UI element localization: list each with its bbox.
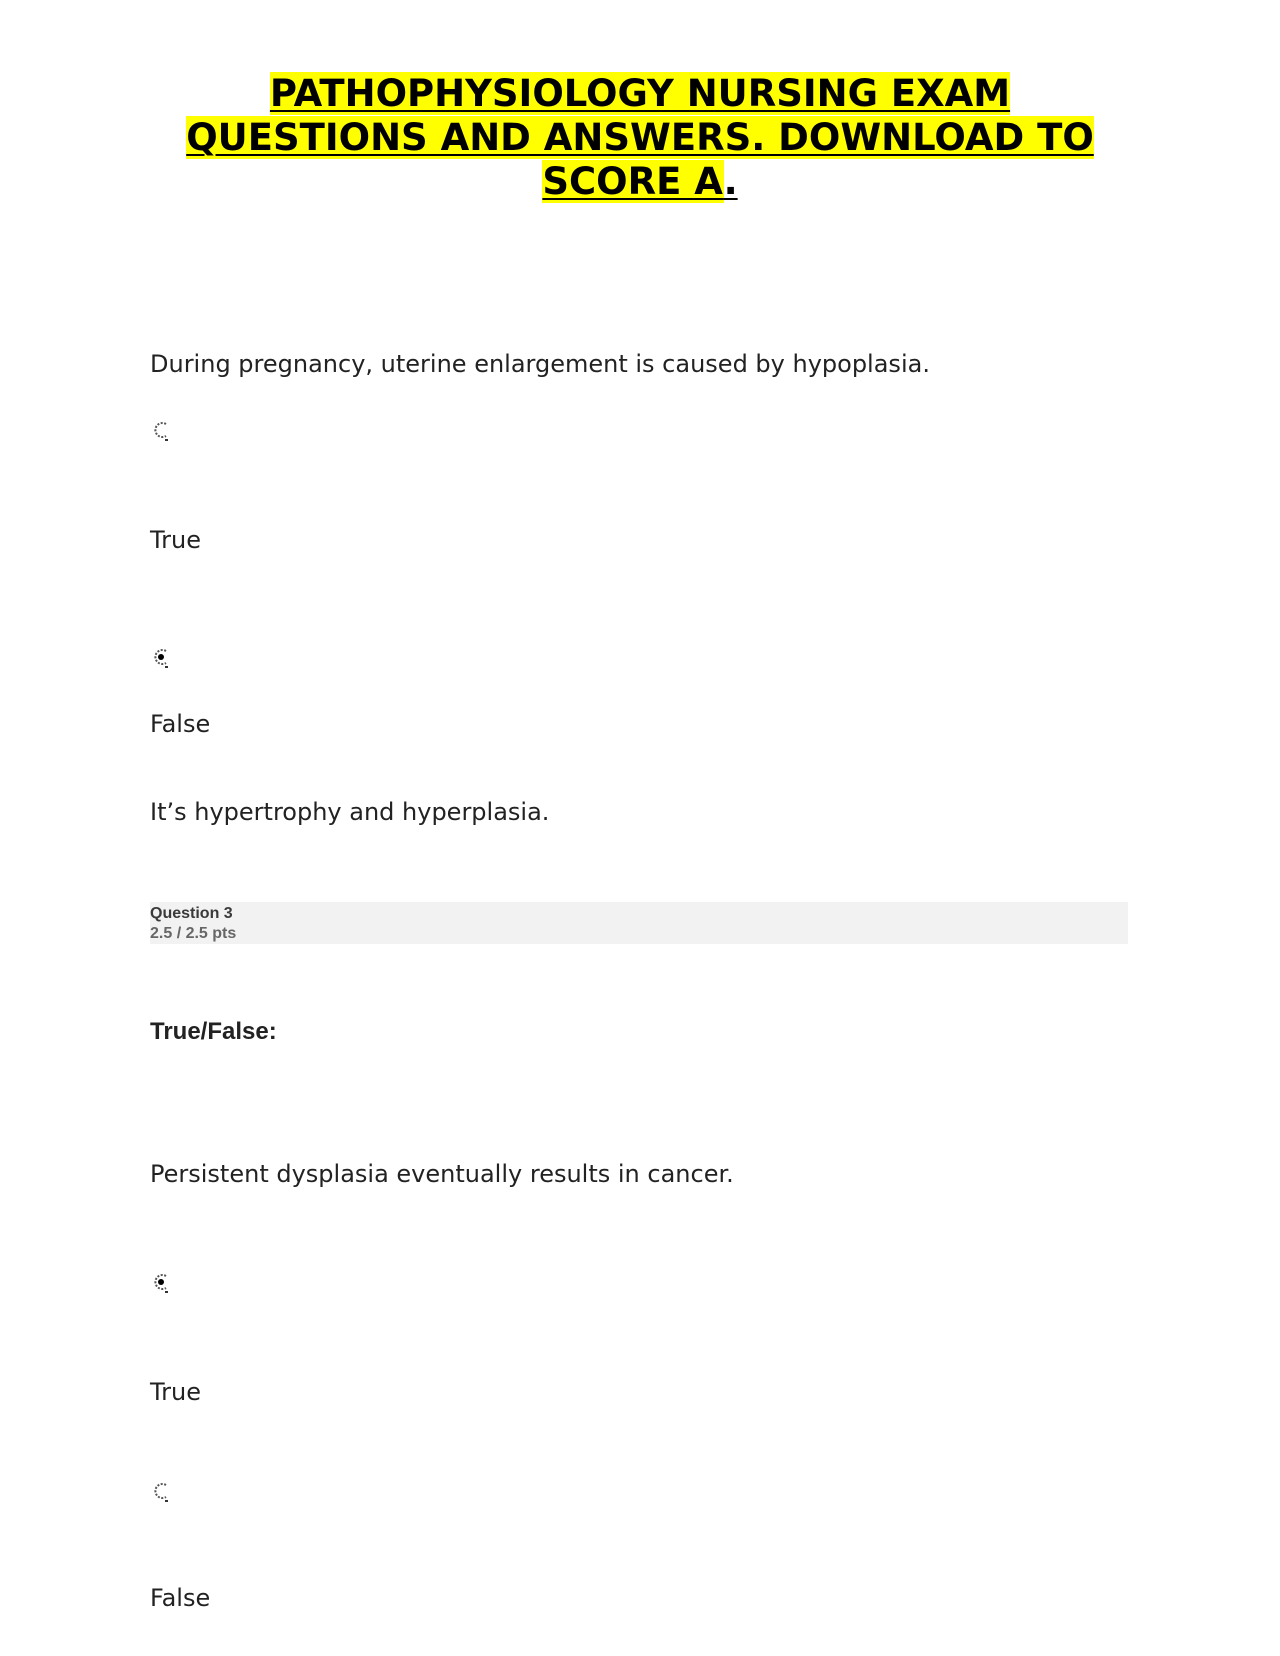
document-title (150, 72, 1130, 204)
question-points: 2.5 / 2.5 pts (150, 925, 237, 942)
question-type-label: True/False: (150, 1018, 277, 1045)
q2-prompt: During pregnancy, uterine enlargement is caused by hypoplasia. (150, 350, 930, 378)
q3-prompt: Persistent dysplasia eventually results in cancer. (150, 1160, 734, 1188)
q2-option-true-radio-icon[interactable] (152, 420, 172, 442)
q2-option-false-radio-selected-icon[interactable] (152, 647, 172, 669)
q3-option-true-label: True (150, 1378, 201, 1406)
question-header-bar (150, 902, 1128, 944)
q3-option-true-radio-selected-icon[interactable] (152, 1272, 172, 1294)
document-title-tail: . (723, 160, 738, 203)
document-title-highlighted: PATHOPHYSIOLOGY NURSING EXAM QUESTIONS AND ANSWERS. DOWNLOAD TO SCORE A (186, 72, 1094, 203)
q2-option-false-label: False (150, 710, 211, 738)
q3-option-false-label: False (150, 1584, 211, 1612)
question-number: Question 3 (150, 905, 233, 922)
q2-option-true-label: True (150, 526, 201, 554)
q3-option-false-radio-icon[interactable] (152, 1481, 172, 1503)
q2-feedback: It’s hypertrophy and hyperplasia. (150, 798, 550, 826)
